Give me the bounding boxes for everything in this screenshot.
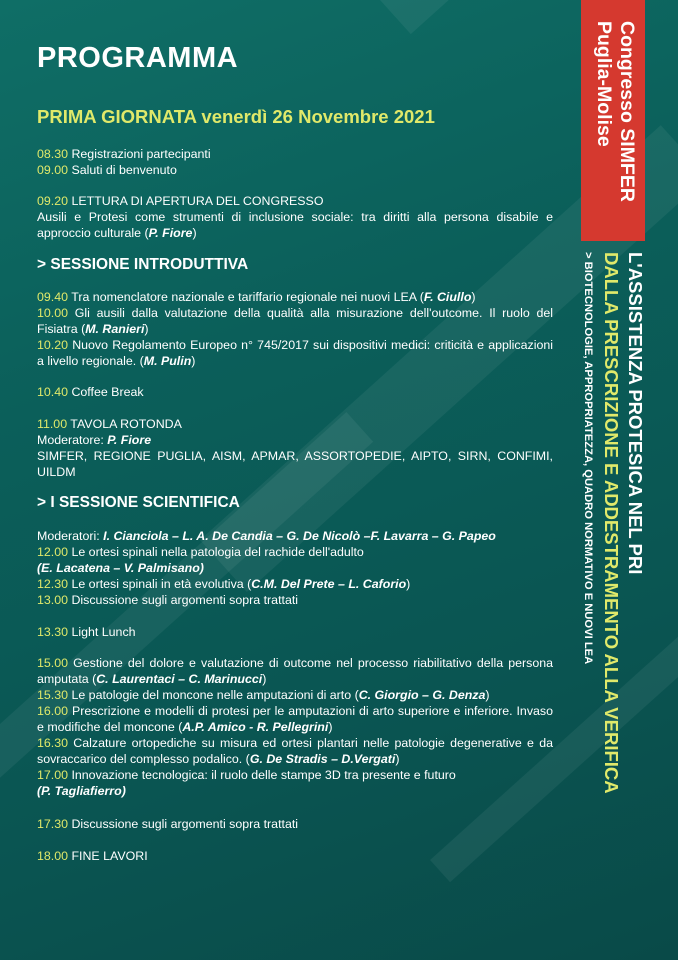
time-label: 13.00 bbox=[37, 593, 69, 607]
item-text: Discussione sugli argomenti sopra trattati bbox=[68, 593, 299, 607]
time-label: 12.00 bbox=[37, 545, 69, 559]
item-text: ) bbox=[191, 354, 196, 368]
speaker-name: M. Pulin bbox=[143, 354, 192, 368]
time-label: 09.20 bbox=[37, 194, 69, 208]
time-label: 18.00 bbox=[37, 849, 69, 863]
item-text: ) bbox=[144, 322, 149, 336]
section-heading-scientifica: > I SESSIONE SCIENTIFICA bbox=[37, 494, 240, 511]
schedule-block-opening bbox=[37, 193, 553, 241]
speaker-name: C. Laurentaci – C. Marinucci bbox=[96, 672, 263, 686]
event-title: L'ASSISTENZA PROTESICA NEL PRI bbox=[625, 252, 646, 575]
item-text: FINE LAVORI bbox=[68, 849, 148, 863]
item-text: Moderatore: bbox=[37, 433, 108, 447]
item-text: Le ortesi spinali in età evolutiva ( bbox=[68, 577, 252, 591]
time-label: 15.00 bbox=[37, 656, 69, 670]
page-title: PROGRAMMA bbox=[37, 42, 239, 74]
time-label: 10.20 bbox=[37, 338, 69, 352]
time-label: 08.30 bbox=[37, 147, 69, 161]
time-label: 10.40 bbox=[37, 385, 69, 399]
item-text: Innovazione tecnologica: il ruolo delle stampe 3D tra presente e futuro bbox=[68, 768, 456, 782]
time-label: 12.30 bbox=[37, 577, 69, 591]
schedule-block-roundtable bbox=[37, 416, 553, 480]
speaker-name: P. Fiore bbox=[107, 433, 152, 447]
time-label: 15.30 bbox=[37, 688, 69, 702]
item-text: Le patologie del moncone nelle amputazioni di arto ( bbox=[68, 688, 359, 702]
item-text: SIMFER, REGIONE PUGLIA, AISM, APMAR, ASSORTOPEDIE, AIPTO, SIRN, CONFIMI, UILDM bbox=[37, 449, 553, 479]
speaker-name: G. De Stradis – D.Vergati bbox=[249, 752, 396, 766]
time-label: 17.00 bbox=[37, 768, 69, 782]
congress-banner-text bbox=[581, 0, 645, 241]
speaker-name: (P. Tagliafierro) bbox=[37, 784, 126, 798]
time-label: 09.40 bbox=[37, 290, 69, 304]
item-text: Moderatori: bbox=[37, 529, 104, 543]
speaker-name: C. Giorgio – G. Denza bbox=[358, 688, 486, 702]
item-text: ) bbox=[328, 720, 333, 734]
time-label: 17.30 bbox=[37, 817, 69, 831]
schedule-block-scientific-morning bbox=[37, 528, 553, 608]
item-text: ) bbox=[406, 577, 411, 591]
time-label: 16.00 bbox=[37, 704, 69, 718]
item-text: TAVOLA ROTONDA bbox=[67, 417, 182, 431]
speaker-name: P. Fiore bbox=[148, 226, 193, 240]
vertical-event-title bbox=[549, 252, 647, 904]
event-title-sub: DALLA PRESCRIZIONE E ADDESTRAMENTO ALLA VERIFICA bbox=[601, 252, 622, 794]
item-text: Ausili e Protesi come strumenti di inclusione sociale: tra diritti alla persona disabile e approccio culturale ( bbox=[37, 210, 553, 240]
item-text: Gli ausili dalla valutazione della qualità alla misurazione dell'outcome. Il ruolo del Fisiatra ( bbox=[37, 306, 553, 336]
item-text: ) bbox=[192, 226, 197, 240]
schedule-block-coffee bbox=[37, 384, 553, 400]
speaker-name: I. Cianciola – L. A. De Candia – G. De Nicolò –F. Lavarra – G. Papeo bbox=[103, 529, 496, 543]
speaker-name: (E. Lacatena – V. Palmisano) bbox=[37, 561, 204, 575]
item-text: Calzature ortopediche su misura ed ortesi plantari nelle patologie degenerative e da sovraccarico del complesso podalico. ( bbox=[37, 736, 553, 766]
item-text: Discussione sugli argomenti sopra trattati bbox=[68, 817, 299, 831]
item-text: LETTURA DI APERTURA DEL CONGRESSO bbox=[68, 194, 324, 208]
speaker-name: M. Ranieri bbox=[85, 322, 145, 336]
item-text: Le ortesi spinali nella patologia del rachide dell'adulto bbox=[68, 545, 364, 559]
event-topics: > BIOTECNOLOGIE, APPROPRIATEZZA, QUADRO NORMATIVO E NUOVI LEA bbox=[582, 252, 594, 665]
congress-region: Puglia-Molise bbox=[593, 21, 615, 147]
schedule-block-discussion bbox=[37, 816, 553, 832]
schedule-block-registration bbox=[37, 146, 553, 178]
item-text: Coffee Break bbox=[68, 385, 144, 399]
time-label: 10.00 bbox=[37, 306, 69, 320]
item-text: ) bbox=[395, 752, 400, 766]
schedule-block-scientific-afternoon bbox=[37, 655, 553, 799]
item-text: Nuovo Regolamento Europeo n° 745/2017 sui dispositivi medici: criticità e applicazioni a livello regionale. ( bbox=[37, 338, 553, 368]
time-label: 09.00 bbox=[37, 163, 69, 177]
item-text: ) bbox=[471, 290, 476, 304]
item-text: Saluti di benvenuto bbox=[68, 163, 177, 177]
item-text: Gestione del dolore e valutazione di outcome nel processo riabilitativo della persona amputata ( bbox=[37, 656, 553, 686]
item-text: Tra nomenclatore nazionale e tariffario regionale nei nuovi LEA ( bbox=[68, 290, 424, 304]
day-heading: PRIMA GIORNATA venerdì 26 Novembre 2021 bbox=[37, 106, 435, 127]
schedule-block-lunch bbox=[37, 624, 553, 640]
section-heading-introduttiva: > SESSIONE INTRODUTTIVA bbox=[37, 256, 249, 273]
item-text: Registrazioni partecipanti bbox=[68, 147, 211, 161]
speaker-name: C.M. Del Prete – L. Caforio bbox=[251, 577, 407, 591]
speaker-name: F. Ciullo bbox=[423, 290, 472, 304]
time-label: 16.30 bbox=[37, 736, 69, 750]
item-text: ) bbox=[262, 672, 267, 686]
congress-name: Congresso SIMFER bbox=[616, 21, 638, 202]
time-label: 13.30 bbox=[37, 625, 69, 639]
schedule-block-intro bbox=[37, 289, 553, 369]
schedule-block-end bbox=[37, 848, 553, 864]
time-label: 11.00 bbox=[37, 417, 68, 431]
speaker-name: A.P. Amico - R. Pellegrini bbox=[182, 720, 329, 734]
item-text: ) bbox=[485, 688, 490, 702]
item-text: Prescrizione e modelli di protesi per le amputazioni di arto superiore e inferiore. Invaso e modifiche del moncone ( bbox=[37, 704, 553, 734]
item-text: Light Lunch bbox=[68, 625, 136, 639]
